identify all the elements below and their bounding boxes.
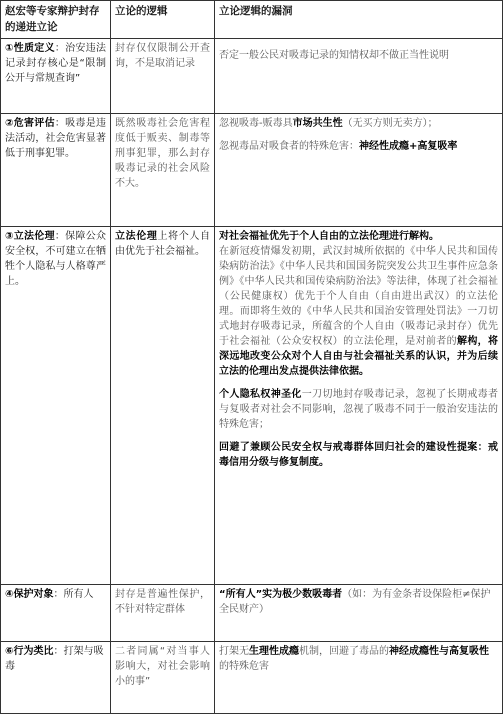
row3-argument-text: ：保障公众安全权，不可建立在牺牲个人隐私与人格尊严上。 (5, 231, 106, 287)
table-header-row (1, 1, 503, 39)
table-row (1, 114, 503, 227)
row5-argument-text: ：打架与吸毒 (5, 646, 104, 672)
row4-argument-cell (1, 585, 111, 642)
row1-flaw-text: 否定一般公民对吸毒记录的知情权却不做正当性说明 (219, 50, 449, 61)
row4-flaw-text: （如：为有金条者设保险柜≠保护全民财产） (219, 589, 491, 615)
row2-argument-cell (1, 114, 111, 227)
row3-flaw-cell (215, 227, 503, 585)
header-logic-flaws: 立论逻辑的漏洞 (215, 1, 503, 39)
table-row (1, 642, 503, 714)
row4-flaw-bold: “所有人”实为极少数吸毒者 (219, 589, 343, 600)
row3-argument-cell (1, 227, 111, 585)
row3-flaw-para1: 对社会福祉优先于个人自由的立法伦理进行解构。 (219, 231, 439, 242)
row1-argument-label: ①性质定义 (5, 43, 55, 54)
row2-argument-text: ：吸毒是违法活动，社会危害显著低于刑事犯罪。 (5, 118, 106, 159)
row5-flaw-cell: 打架无生理性成瘾机制，回避了毒品的神经成瘾性与高复吸性的特殊危害 (215, 642, 503, 714)
row3-flaw-para3: 个人隐私权神圣化一刀切地封存吸毒记录，忽视了长期戒毒者与复吸者对社会不同影响，忽视了吸毒不同于一般治安违法的特殊危害； (219, 389, 499, 430)
row1-argument-text: ：治安违法记录封存核心是“限制公开与常规查询” (5, 43, 106, 84)
row4-flaw-cell (215, 585, 503, 642)
table-row (1, 585, 503, 642)
row5-argument-label: ⑥行为类比 (5, 646, 54, 657)
row1-logic-cell (111, 39, 215, 114)
row4-logic-cell (111, 585, 215, 642)
row2-flaw-para2: 忽视毒品对吸食者的特殊危害：神经性成瘾+高复吸率 (219, 141, 458, 152)
row2-flaw-cell (215, 114, 503, 227)
row4-argument-label: ④保护对象 (5, 589, 54, 600)
row1-logic-text: 封存仅仅限制公开查询，不是取消记录 (115, 43, 210, 69)
row3-flaw-para4: 回避了兼顾公民安全权与戒毒群体回归社会的建设性提案：戒毒信用分级与修复制度。 (219, 442, 498, 468)
row4-logic-text: 封存是普遍性保护，不针对特定群体 (115, 589, 210, 615)
row4-argument-text: ：所有人 (53, 589, 94, 600)
header-argument-logic: 立论的逻辑 (111, 1, 215, 39)
row3-logic-bold: 立法伦理 (115, 231, 158, 242)
row3-logic-cell (111, 227, 215, 585)
row5-logic-cell (111, 642, 215, 714)
row1-argument-cell (1, 39, 111, 114)
header-expert-arguments: 赵宏等专家辩护封存的递进立论 (1, 1, 111, 39)
row2-flaw-para1: 忽视吸毒-贩毒具市场共生性（无买方则无卖方）； (219, 118, 438, 129)
row2-logic-text: 既然吸毒社会危害程度低于贩卖、制毒等刑事犯罪，那么封存吸毒记录的社会风险不大。 (115, 118, 210, 189)
table-row (1, 39, 503, 114)
row3-argument-label: ③立法伦理 (5, 231, 55, 242)
row1-flaw-cell (215, 39, 503, 114)
row3-logic-text: 上将个人自由优先于社会福祉。 (115, 231, 210, 257)
row5-logic-text: 二者同属“对当事人影响大，对社会影响小的事” (115, 646, 210, 687)
row2-logic-cell (111, 114, 215, 227)
table-row (1, 227, 503, 585)
row2-argument-label: ②危害评估 (5, 118, 55, 129)
row3-flaw-para2: 在新冠疫情爆发初期，武汉封城所依据的《中华人民共和国传染病防治法》《中华人民共和国国务院突发公共卫生事件应急条例》《中华人民共和国传染病防治法》等法律，体现了社会福祉（公民健康权）优先于个人自由（自由进出武汉）的立法伦理。而即将生效的《中华人民共和国治安管理处罚法》一刀切式地封存吸毒记录，所蕴含的个人自由（吸毒记录封存）优先于社会福祉（公众安权权）的立法伦理，是对前者的解构，将深远地改变公众对个人自由与社会福祉关系的认识，并为后续立法的伦理出发点提供法律依据。 (219, 246, 499, 377)
row5-argument-cell (1, 642, 111, 714)
